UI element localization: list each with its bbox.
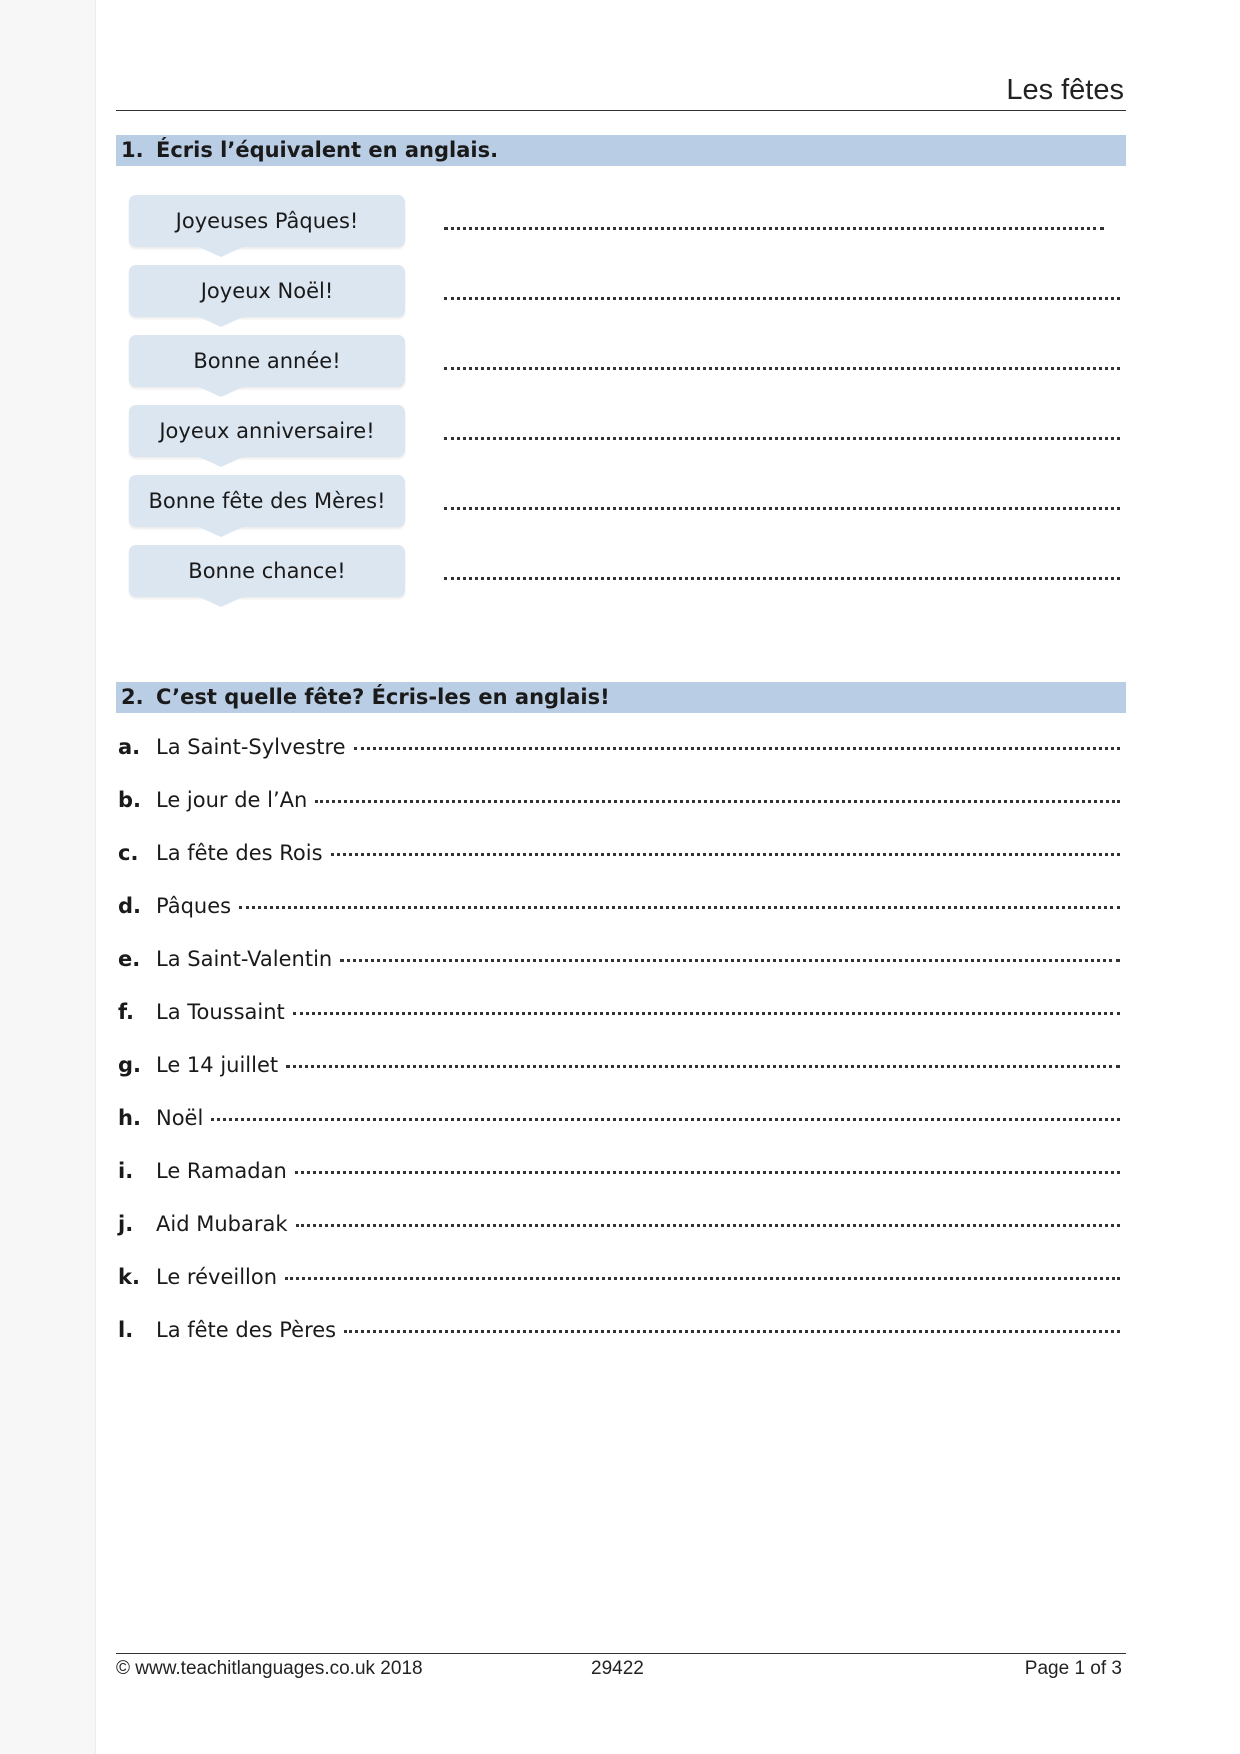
speech-bubble: Joyeux Noël!: [129, 265, 405, 317]
answer-line[interactable]: [444, 437, 1120, 440]
item-letter: b.: [118, 788, 142, 812]
item-letter: f.: [118, 1000, 134, 1024]
item-label: Pâques: [156, 894, 232, 918]
question-item: [116, 788, 1126, 822]
item-label: La Saint-Sylvestre: [156, 735, 346, 759]
answer-line[interactable]: [295, 1171, 1120, 1174]
answer-line[interactable]: [285, 1277, 1120, 1280]
section-2-heading: [116, 682, 1126, 713]
item-label: Le 14 juillet: [156, 1053, 279, 1077]
page-number: Page 1 of 3: [1024, 1658, 1122, 1679]
item-letter: a.: [118, 735, 141, 759]
section-number: 1.: [121, 138, 144, 162]
answer-line[interactable]: [340, 959, 1120, 962]
question-item: [116, 1106, 1126, 1140]
item-label: La fête des Pères: [156, 1318, 337, 1342]
document-title: Les fêtes: [1006, 74, 1124, 106]
answer-line[interactable]: [444, 227, 1104, 230]
item-label: Le Ramadan: [156, 1159, 287, 1183]
question-item: [116, 735, 1126, 769]
question-item: [116, 1000, 1126, 1034]
item-label: Le réveillon: [156, 1265, 278, 1289]
section-1-heading: [116, 135, 1126, 166]
item-letter: g.: [118, 1053, 142, 1077]
answer-line[interactable]: [444, 367, 1120, 370]
answer-line[interactable]: [444, 577, 1120, 580]
page-header: [116, 70, 1126, 111]
speech-bubble: Joyeuses Pâques!: [129, 195, 405, 247]
answer-line[interactable]: [331, 853, 1120, 856]
section-title: Écris l’équivalent en anglais.: [156, 138, 499, 162]
item-letter: d.: [118, 894, 142, 918]
section-title: C’est quelle fête? Écris-les en anglais!: [156, 685, 610, 709]
item-label: Le jour de l’An: [156, 788, 308, 812]
translation-row: [116, 405, 1126, 467]
item-label: La Toussaint: [156, 1000, 285, 1024]
answer-line[interactable]: [293, 1012, 1120, 1015]
answer-line[interactable]: [444, 507, 1120, 510]
answer-line[interactable]: [239, 906, 1120, 909]
item-letter: e.: [118, 947, 141, 971]
copyright-text: © www.teachitlanguages.co.uk 2018: [116, 1658, 423, 1679]
question-item: [116, 1265, 1126, 1299]
question-item: [116, 947, 1126, 981]
item-label: Aid Mubarak: [156, 1212, 288, 1236]
page-footer: [116, 1653, 1126, 1679]
translation-row: [116, 545, 1126, 607]
speech-bubble: Bonne fête des Mères!: [129, 475, 405, 527]
item-letter: h.: [118, 1106, 141, 1130]
question-item: [116, 894, 1126, 928]
question-item: [116, 841, 1126, 875]
question-item: [116, 1053, 1126, 1087]
item-letter: j.: [118, 1212, 134, 1236]
item-letter: k.: [118, 1265, 140, 1289]
speech-bubble: Bonne chance!: [129, 545, 405, 597]
answer-line[interactable]: [211, 1118, 1120, 1121]
answer-line[interactable]: [315, 800, 1120, 803]
item-letter: c.: [118, 841, 139, 865]
answer-line[interactable]: [286, 1065, 1120, 1068]
answer-line[interactable]: [296, 1224, 1121, 1227]
translation-row: [116, 195, 1126, 257]
item-label: La fête des Rois: [156, 841, 323, 865]
speech-bubble: Joyeux anniversaire!: [129, 405, 405, 457]
item-letter: l.: [118, 1318, 134, 1342]
section-number: 2.: [121, 685, 144, 709]
translation-row: [116, 335, 1126, 397]
speech-bubble: Bonne année!: [129, 335, 405, 387]
translation-row: [116, 265, 1126, 327]
question-item: [116, 1318, 1126, 1352]
item-label: La Saint-Valentin: [156, 947, 333, 971]
translation-row: [116, 475, 1126, 537]
item-letter: i.: [118, 1159, 134, 1183]
question-item: [116, 1159, 1126, 1193]
item-label: Noël: [156, 1106, 204, 1130]
answer-line[interactable]: [344, 1330, 1120, 1333]
question-item: [116, 1212, 1126, 1246]
answer-line[interactable]: [444, 297, 1120, 300]
answer-line[interactable]: [354, 747, 1120, 750]
page-margin: [0, 0, 96, 1754]
resource-code: 29422: [591, 1658, 644, 1679]
